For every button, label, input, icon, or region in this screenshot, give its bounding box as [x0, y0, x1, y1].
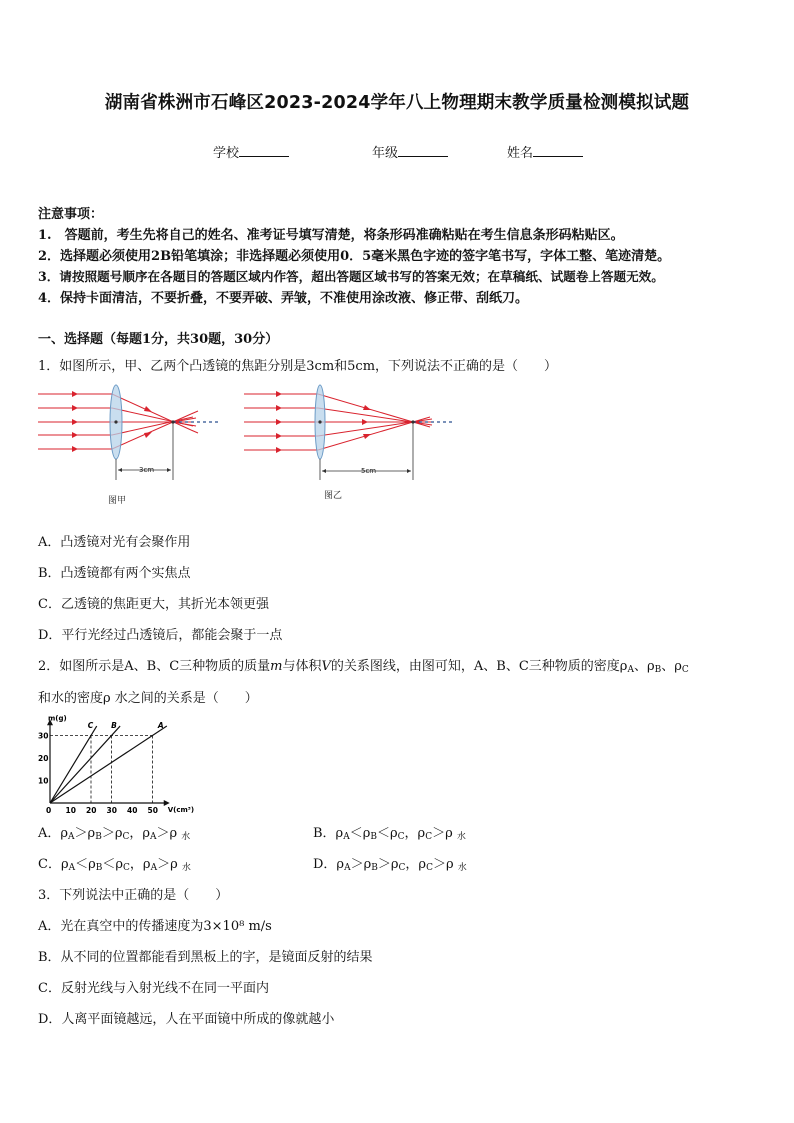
- mass-symbol: m: [270, 659, 283, 674]
- name-field: [507, 142, 583, 161]
- x-tick-label: 40: [127, 806, 138, 815]
- q3-option-c[interactable]: C．反射光线与入射光线不在同一平面内: [38, 981, 269, 996]
- x-tick-label: 0: [46, 806, 52, 815]
- x-tick-label: 10: [65, 806, 76, 815]
- series-label-b: B: [111, 721, 117, 731]
- q2-option-d[interactable]: D．$\rho_A>\rho_B>\rho_C$，$\rho_C>\rho$ $_水$: [313, 857, 467, 873]
- notice-item: 4．保持卡面清洁，不要折叠，不要弄破、弄皱，不准使用涂改液、修正带、刮纸刀。: [38, 291, 529, 306]
- x-tick-label: 20: [86, 806, 97, 815]
- figure-b-caption: 图乙: [324, 491, 343, 501]
- grade-blank[interactable]: [398, 144, 448, 157]
- y-tick-label: 30: [38, 731, 49, 741]
- figure-a-caption: 图甲: [108, 496, 127, 506]
- series-label-c: C: [87, 721, 94, 731]
- q1-figure-a: [36, 380, 236, 510]
- q3-option-d[interactable]: D．人离平面镜越远，人在平面镜中所成的像就越小: [38, 1012, 335, 1027]
- q1-option-c[interactable]: C．乙透镜的焦距更大，其折光本领更强: [38, 597, 269, 612]
- q2-stem-part: 2．如图所示是A、B、C三种物质的质量: [38, 659, 271, 674]
- x-axis-label: V(cm³): [167, 806, 195, 814]
- page-title: 湖南省株洲市石峰区2023-2024学年八上物理期末教学质量检测模拟试题: [104, 93, 690, 113]
- notice-item: 2．选择题必须使用2B铅笔填涂；非选择题必须使用0．5毫米黑色字迹的签字笔书写，字体工整、笔迹清楚。: [38, 249, 671, 264]
- series-line-c: [50, 726, 97, 803]
- name-label: 姓名: [507, 146, 534, 161]
- grade-label: 年级: [372, 146, 399, 161]
- focal-length-b: 5cm: [361, 467, 377, 475]
- x-tick-label: 30: [106, 806, 117, 815]
- y-axis-label: m(g): [48, 714, 67, 723]
- series-line-a: [50, 726, 167, 803]
- q3-option-a[interactable]: A．光在真空中的传播速度为3×10⁸ m/s: [38, 919, 272, 934]
- volume-symbol: V: [321, 659, 331, 674]
- optical-center: [114, 420, 117, 423]
- focal-length-a: 3cm: [139, 466, 155, 474]
- q2-option-a[interactable]: A．$\rho_A>\rho_B>\rho_C$，$\rho_A>\rho$ $_水$: [38, 826, 191, 842]
- school-label: 学校: [213, 146, 240, 161]
- light-rays: [244, 394, 432, 450]
- q1-option-d[interactable]: D．平行光经过凸透镜后，都能会聚于一点: [38, 628, 283, 643]
- q1-figure-b: [240, 380, 460, 510]
- x-tick-label: 50: [147, 806, 158, 815]
- q1-option-b[interactable]: B．凸透镜都有两个实焦点: [38, 566, 191, 581]
- q2-option-c[interactable]: C．$\rho_A<\rho_B<\rho_C$，$\rho_A>\rho$ $_水$: [38, 857, 191, 873]
- notice-heading: 注意事项：: [38, 207, 104, 222]
- q2-mass-volume-chart: [30, 706, 205, 818]
- school-field: [213, 142, 289, 161]
- section-heading: 一、选择题（每题1分，共30题，30分）: [38, 332, 279, 347]
- q1-option-a[interactable]: A．凸透镜对光有会聚作用: [38, 535, 191, 550]
- notice-item: 3．请按照题号顺序在各题目的答题区域内作答，超出答题区域书写的答案无效；在草稿纸、试题卷上答题无效。: [38, 269, 664, 284]
- name-blank[interactable]: [533, 144, 583, 157]
- q2-stem-line2: 和水的密度ρ 水之间的关系是（ ）: [38, 691, 258, 706]
- optical-center: [318, 420, 321, 423]
- q2-option-b[interactable]: B．$\rho_A<\rho_B<\rho_C$，$\rho_C>\rho$ $_水$: [313, 826, 466, 842]
- q3-option-b[interactable]: B．从不同的位置都能看到黑板上的字，是镜面反射的结果: [38, 950, 373, 965]
- series-label-a: A: [157, 721, 164, 731]
- q3-stem: 3．下列说法中正确的是（ ）: [38, 888, 229, 903]
- y-tick-label: 20: [38, 754, 49, 763]
- q2-stem-part: 与体积: [282, 659, 322, 674]
- q2-stem-part: 的关系图线，由图可知，A、B、C三种物质的密度ρ: [330, 659, 628, 674]
- series-line-b: [50, 726, 120, 803]
- q1-stem: 1．如图所示，甲、乙两个凸透镜的焦距分别是3cm和5cm，下列说法不正确的是（ ）: [38, 359, 558, 374]
- q2-stem: 2．如图所示是A、B、C三种物质的质量m与体积V的关系图线，由图可知，A、B、C三种物质的密度$\rho_A$、$\rho_B$、$\rho_C$: [38, 659, 689, 675]
- y-tick-label: 10: [38, 776, 49, 786]
- notice-item: 1. 答题前，考生先将自己的姓名、准考证号填写清楚，将条形码准确粘贴在考生信息条形码粘贴区。: [38, 228, 624, 243]
- school-blank[interactable]: [239, 144, 289, 157]
- grade-field: [372, 142, 448, 161]
- chart-layer: [38, 714, 194, 815]
